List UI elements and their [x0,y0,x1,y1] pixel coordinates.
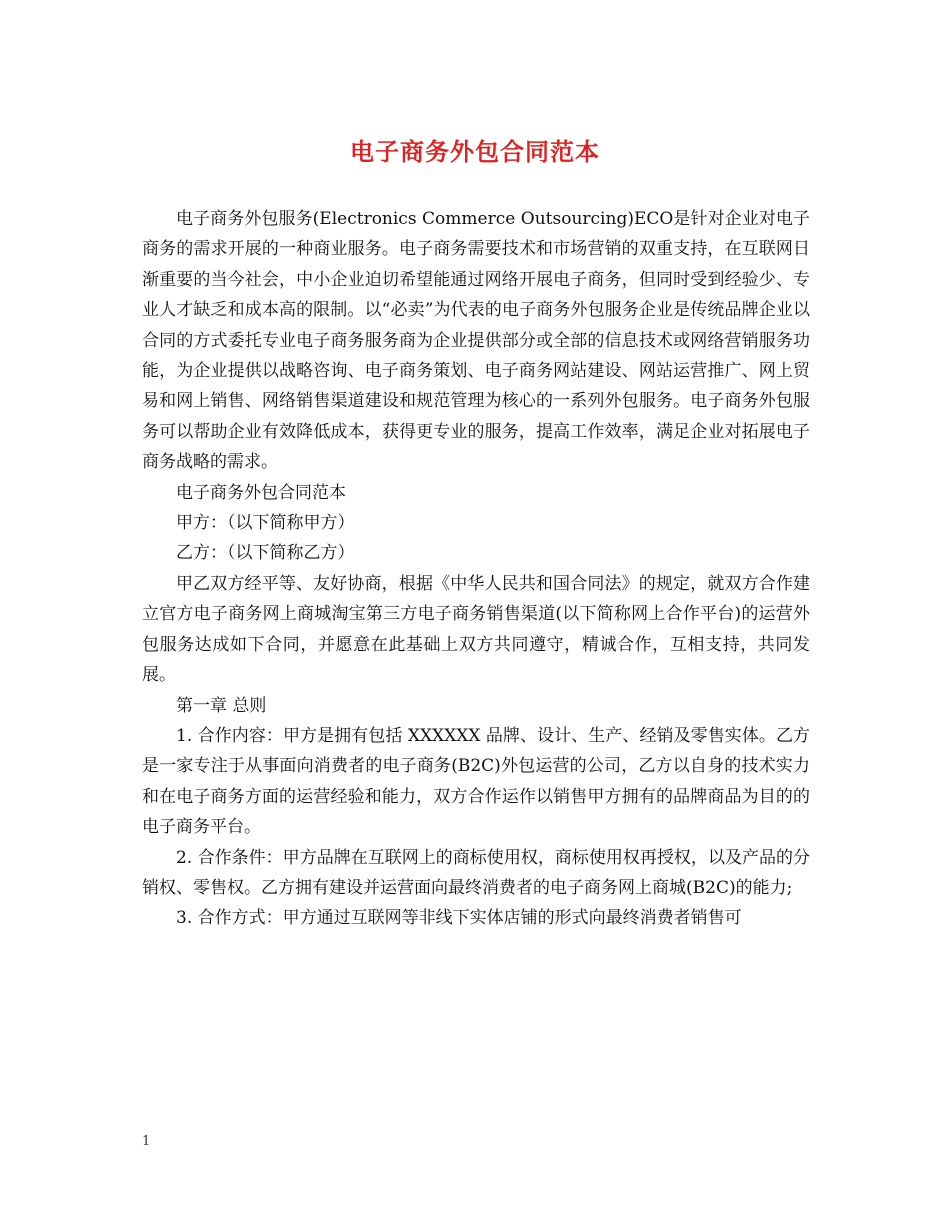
document-body [142,204,810,934]
party-b-line: 乙方：（以下简称乙方） [176,543,355,564]
page-number: 1 [142,1134,151,1149]
document-title: 电子商务外包合同范本 [350,137,600,166]
clause-2: 2. 合作条件：甲方品牌在互联网上的商标使用权，商标使用权再授权，以及产品的分销权、零售权。乙方拥有建设并运营面向最终消费者的电子商务网上商城(B2C)的能力; [142,847,810,898]
clause-1: 1. 合作内容：甲方是拥有包括 XXXXXX 品牌、设计、生产、经销及零售实体。乙方是一家专注于从事面向消费者的电子商务(B2C)外包运营的公司，乙方以自身的技术实力和在电子商务方面的运营经验和能力，双方合作运作以销售甲方拥有的品牌商品为目的的电子商务平台。 [142,725,810,838]
contract-heading: 电子商务外包合同范本 [176,482,346,503]
party-a-line: 甲方：（以下简称甲方） [176,513,355,534]
agreement-paragraph: 甲乙双方经平等、友好协商，根据《中华人民共和国合同法》的规定，就双方合作建立官方电子商务网上商城淘宝第三方电子商务销售渠道(以下简称网上合作平台)的运营外包服务达成如下合同，并愿意在此基础上双方共同遵守，精诚合作，互相支持，共同发展。 [142,573,810,686]
intro-paragraph: 电子商务外包服务(Electronics Commerce Outsourcing)ECO是针对企业对电子商务的需求开展的一种商业服务。电子商务需要技术和市场营销的双重支持，在互联网日渐重要的当今社会，中小企业迫切希望能通过网络开展电子商务，但同时受到经验少、专业人才缺乏和成本高的限制。以“必卖”为代表的电子商务外包服务企业是传统品牌企业以合同的方式委托专业电子商务服务商为企业提供部分或全部的信息技术或网络营销服务功能，为企业提供以战略咨询、电子商务策划、电子商务网站建设、网站运营推广、网上贸易和网上销售、网络销售渠道建设和规范管理为核心的一系列外包服务。电子商务外包服务可以帮助企业有效降低成本，获得更专业的服务，提高工作效率，满足企业对拓展电子商务战略的需求。 [142,209,810,473]
clause-3: 3. 合作方式：甲方通过互联网等非线下实体店铺的形式向最终消费者销售可 [176,908,742,929]
chapter-heading: 第一章 总则 [176,695,267,716]
